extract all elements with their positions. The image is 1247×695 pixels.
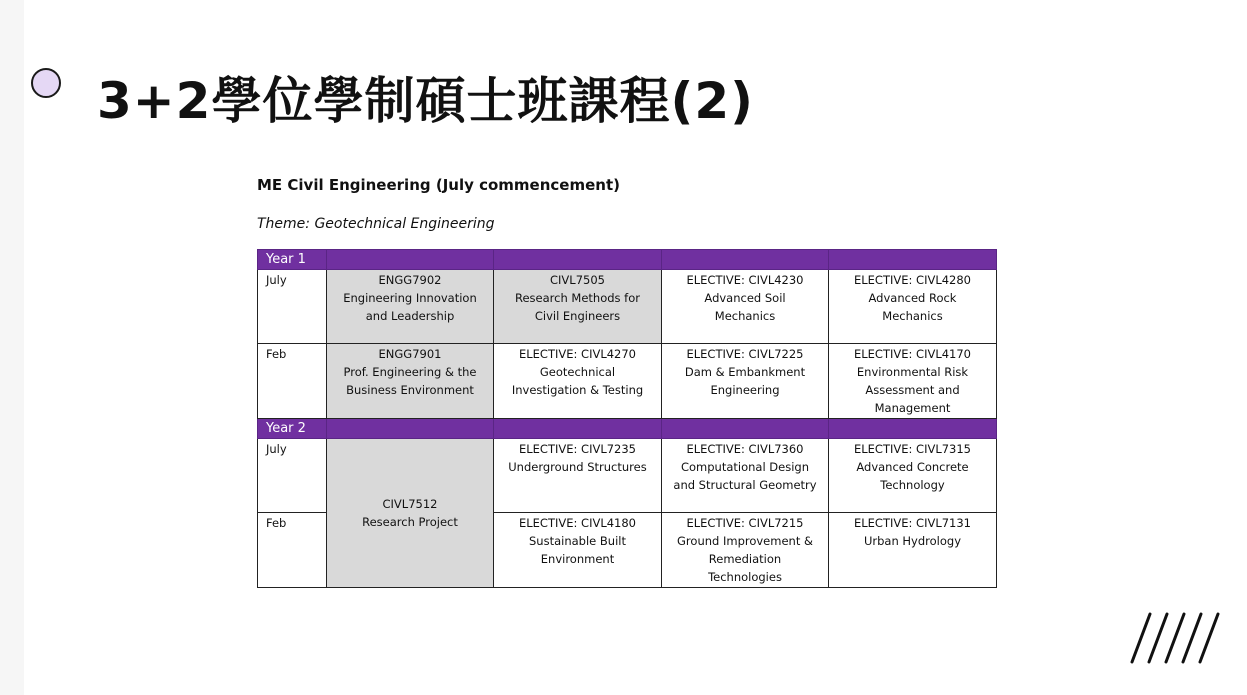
month-label: July bbox=[258, 270, 327, 344]
table-row bbox=[258, 344, 997, 419]
month-label: July bbox=[258, 439, 327, 513]
course-cell-elective: ELECTIVE: CIVL7131 Urban Hydrology bbox=[829, 513, 997, 588]
month-label: Feb bbox=[258, 513, 327, 588]
year-2-header-row bbox=[258, 419, 997, 439]
course-cell-elective: ELECTIVE: CIVL4180 Sustainable Built Environment bbox=[494, 513, 662, 588]
document-heading: ME Civil Engineering (July commencement) bbox=[257, 176, 620, 194]
table-row bbox=[258, 439, 997, 513]
document-theme: Theme: Geotechnical Engineering bbox=[257, 216, 495, 232]
course-cell-core: ENGG7901 Prof. Engineering & the Business Environment bbox=[327, 344, 494, 419]
month-label: Feb bbox=[258, 344, 327, 419]
year-1-label: Year 1 bbox=[258, 250, 327, 270]
course-cell-elective: ELECTIVE: CIVL7235 Underground Structures bbox=[494, 439, 662, 513]
research-project-cell: CIVL7512 Research Project bbox=[327, 439, 494, 588]
slide-title: 3+2學位學制碩士班課程(2) bbox=[97, 72, 754, 130]
course-cell-elective: ELECTIVE: CIVL4280 Advanced Rock Mechanics bbox=[829, 270, 997, 344]
course-cell-elective: ELECTIVE: CIVL7315 Advanced Concrete Technology bbox=[829, 439, 997, 513]
course-cell-core: CIVL7505 Research Methods for Civil Engineers bbox=[494, 270, 662, 344]
course-cell-elective: ELECTIVE: CIVL4270 Geotechnical Investigation & Testing bbox=[494, 344, 662, 419]
circle-bullet-icon bbox=[31, 68, 61, 98]
table-row bbox=[258, 270, 997, 344]
left-edge-strip bbox=[0, 0, 24, 695]
course-cell-elective: ELECTIVE: CIVL7360 Computational Design and Structural Geometry bbox=[662, 439, 829, 513]
diagonal-slashes-icon bbox=[1128, 612, 1228, 664]
course-cell-core: ENGG7902 Engineering Innovation and Leadership bbox=[327, 270, 494, 344]
course-cell-elective: ELECTIVE: CIVL7215 Ground Improvement & Remediation Technologies bbox=[662, 513, 829, 588]
course-cell-elective: ELECTIVE: CIVL4230 Advanced Soil Mechanics bbox=[662, 270, 829, 344]
year-1-header-row bbox=[258, 250, 997, 270]
course-cell-elective: ELECTIVE: CIVL7225 Dam & Embankment Engineering bbox=[662, 344, 829, 419]
course-schedule-table bbox=[257, 249, 997, 588]
course-cell-elective: ELECTIVE: CIVL4170 Environmental Risk Assessment and Management bbox=[829, 344, 997, 419]
year-2-label: Year 2 bbox=[258, 419, 327, 439]
